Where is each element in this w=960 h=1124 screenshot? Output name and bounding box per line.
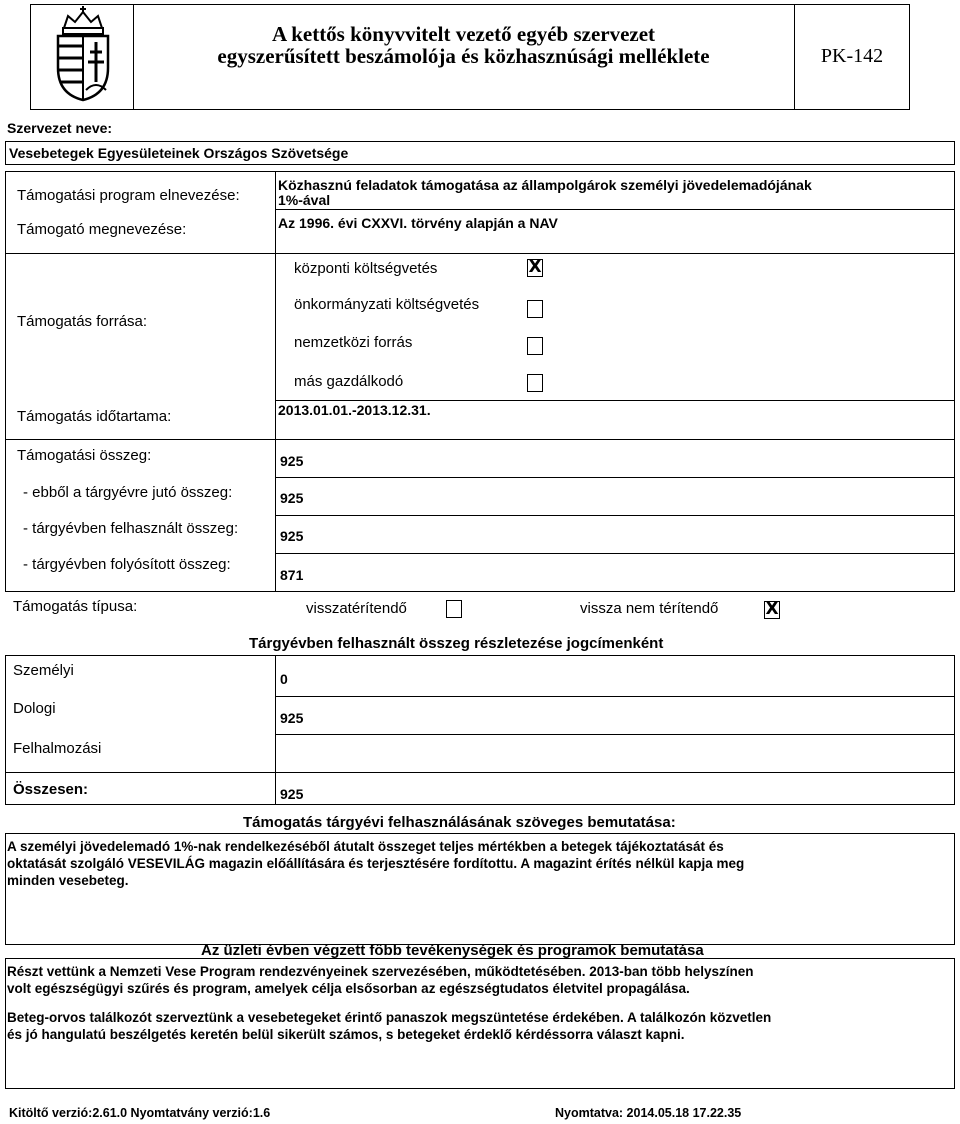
source-central-budget-label: központi költségvetés [294,260,438,277]
usage-text-line1: A személyi jövedelemadó 1%-nak rendelkezéséből átutalt összeget teljes mértékben a betegek tájékoztatását és [7,839,724,854]
program-value-line1: Közhasznú feladatok támogatása az állampolgárok személyi jövedelemadójának [278,177,812,193]
activities-p1-line2: volt egészségügyi szűrés és program, amelyek célja elsősorban az egészségtudatos életvitel propagálása. [7,981,690,996]
source-separator [275,400,955,401]
amount-separator [275,477,955,478]
usage-text-title: Támogatás tárgyévi felhasználásának szöveges bemutatása: [243,814,676,831]
used-amount-separator [275,553,955,554]
duration-value: 2013.01.01.-2013.12.31. [278,402,431,418]
breakdown-title: Tárgyévben felhasznált összeg részletezése jogcímenként [249,635,664,652]
year-share-label: - ebből a tárgyévre jutó összeg: [23,484,233,501]
breakdown-frame [5,655,955,805]
activities-p2-line2: és jó hangulatú beszélgetés keretén belül sikerült számos, s betegeket érdeklő kérdéssorra választ kapni. [7,1027,685,1042]
type-refundable-checkbox[interactable] [446,600,462,618]
activities-p2-line1: Beteg-orvos találkozót szerveztünk a vesebetegeket érintő panaszok megszüntetése érdekében. A találkozón közvetlen [7,1010,772,1025]
supporter-value: Az 1996. évi CXXVI. törvény alapján a NAV [278,215,558,231]
activities-p1-line1: Részt vettünk a Nemzeti Vese Program rendezvényeinek szervezésében, működtetésében. 2013-ban több helyszínen [7,964,754,979]
usage-text-line2: oktatását szolgáló VESEVILÁG magazin előállítására és terjesztésére fordítottu. A magazint érítés nélkül kapja meg [7,856,745,871]
usage-text-line3: minden vesebeteg. [7,873,129,888]
form-code: PK-142 [820,45,884,67]
breakdown-personal-value: 0 [280,671,288,687]
breakdown-row-separator-2 [275,734,955,735]
source-international-checkbox[interactable] [527,337,543,355]
supporter-label: Támogató megnevezése: [17,221,187,238]
footer-version: Kitöltő verzió:2.61.0 Nyomtatvány verzió:1.6 [9,1106,271,1120]
source-municipal-budget-label: önkormányzati költségvetés [294,296,480,313]
source-central-budget-checkbox[interactable]: X [528,257,542,277]
hungarian-coat-of-arms-icon [50,6,116,102]
year-share-value: 925 [280,490,304,506]
year-share-separator [275,515,955,516]
duration-separator [5,439,955,440]
organization-name: Vesebetegek Egyesületeinek Országos Szövetsége [9,145,349,161]
source-municipal-budget-checkbox[interactable] [527,300,543,318]
breakdown-material-value: 925 [280,710,304,726]
used-amount-label: - tárgyévben felhasznált összeg: [23,520,239,537]
breakdown-total-value: 925 [280,786,304,802]
source-international-label: nemzetközi forrás [294,334,413,351]
footer-printed: Nyomtatva: 2014.05.18 17.22.35 [555,1106,742,1120]
supporter-separator [5,253,955,254]
page-title-line1: A kettős könyvvitelt vezető egyéb szervezet [271,22,656,46]
breakdown-row-separator-1 [275,696,955,697]
paid-amount-label: - tárgyévben folyósított összeg: [23,556,231,573]
page-title-line2: egyszerűsített beszámolója és közhasznúsági melléklete [217,44,710,68]
breakdown-material-label: Dologi [13,700,56,717]
breakdown-column-divider [275,655,276,805]
source-other-business-checkbox[interactable] [527,374,543,392]
grant-type-label: Támogatás típusa: [13,598,138,615]
activities-title: Az üzleti évben végzett főbb tevékenységek és programok bemutatása [201,942,704,959]
amount-value: 925 [280,453,304,469]
organization-label: Szervezet neve: [7,120,113,136]
type-nonrefundable-label: vissza nem térítendő [580,600,719,617]
type-refundable-label: visszatérítendő [306,600,407,617]
breakdown-total-label: Összesen: [13,781,89,798]
program-label: Támogatási program elnevezése: [17,187,240,204]
amount-label: Támogatási összeg: [17,447,152,464]
grant-info-column-divider [275,171,276,592]
program-separator [275,209,955,210]
program-value-line2: 1%-ával [278,192,331,208]
type-nonrefundable-checkbox[interactable]: X [765,599,779,619]
source-other-business-label: más gazdálkodó [294,373,404,390]
source-label: Támogatás forrása: [17,313,148,330]
breakdown-row-separator-3 [5,772,955,773]
paid-amount-value: 871 [280,567,304,583]
breakdown-personal-label: Személyi [13,662,74,679]
duration-label: Támogatás időtartama: [17,408,172,425]
used-amount-value: 925 [280,528,304,544]
breakdown-capital-label: Felhalmozási [13,740,102,757]
